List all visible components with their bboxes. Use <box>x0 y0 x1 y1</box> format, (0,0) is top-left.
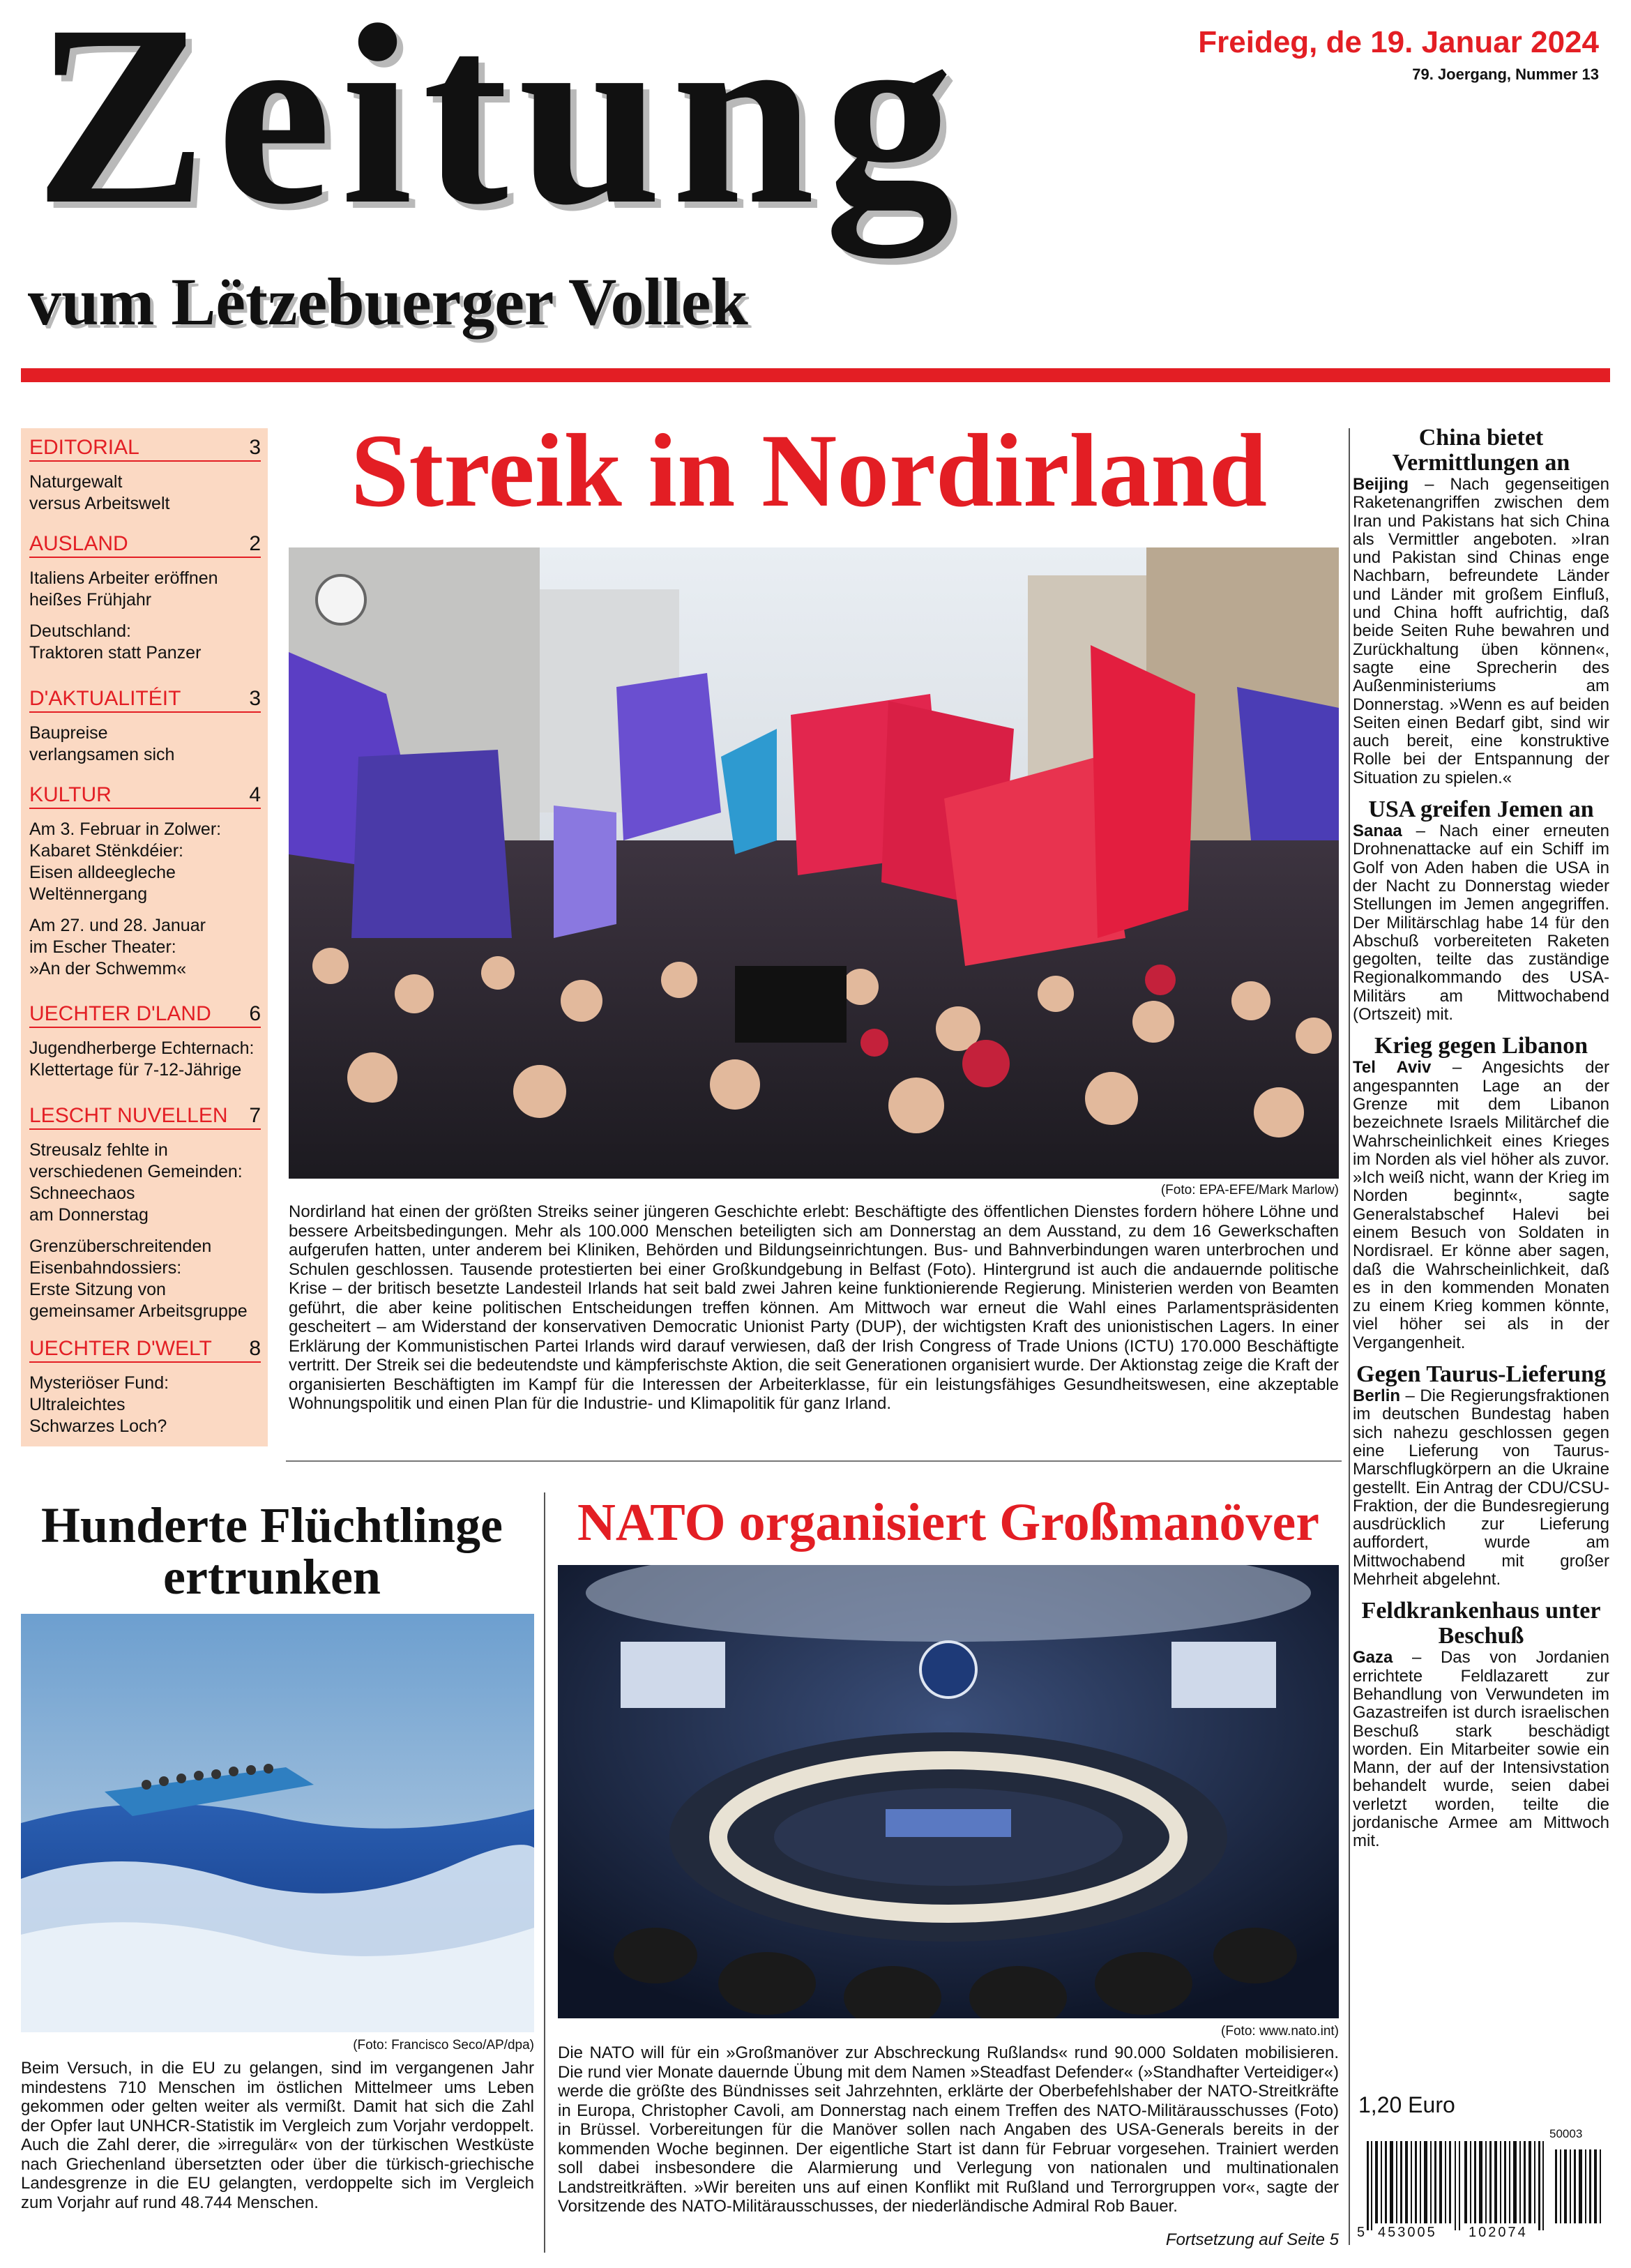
toc-section[interactable] <box>29 783 261 980</box>
news-brief <box>1353 1598 1609 1850</box>
brief-headline[interactable]: Feldkrankenhaus unter Beschuß <box>1361 1598 1601 1649</box>
brief-body: – Das von Jordanien errichtete Feldlazarett zur Behandlung von Verwundeten im Gazastreifen ist durch israelischen Beschuß stark beschädigt worden. Ein Mitarbeiter sowie ein Mann, der auf der Intensivstation behandelt wurde, seien dabei verletzt worden, teilte die jordanische Armee am Mittwoch mit. <box>1353 1648 1609 1851</box>
refugees-article-text: Beim Versuch, in die EU zu gelangen, sind im vergangenen Jahr mindestens 710 Menschen im östlichen Mittelmeer ums Leben gekommen oder gelten weiter als vermißt. Damit hat sich die Zahl der Opfer laut UNHCR-Statistik im Vergleich zum Vorjahr verdoppelt. Auch die Zahl derer, die »irregulär« von der türkischen Westküste nach Griechenland übersetzten oder über die türkisch-griechische Landesgrenze in die EU gelangten, verdoppelte sich im Vergleich zum Vorjahr auf rund 48.744 Menschen. <box>21 2059 534 2212</box>
lead-photo-caption: (Foto: EPA-EFE/Mark Marlow) <box>1160 1183 1339 1197</box>
toc-section-title: EDITORIAL <box>29 436 139 459</box>
refugees-photo-caption: (Foto: Francisco Seco/AP/dpa) <box>353 2038 534 2052</box>
nato-article-text: Die NATO will für ein »Großmanöver zur Abschreckung Rußlands« rund 90.000 Soldaten mobilisieren. Die rund vier Monate dauernde Übung mit dem Namen »Steadfast Defender« (»Standhafter Verteidiger«) werde die größte des Bündnisses seit Jahrzehnten, erklärte der Oberbefehlshaber der NATO-Streitkräfte in Europa, Christopher Cavoli, am Donnerstag nach einem Treffen des NATO-Militärausschusses (Foto) in Brüssel. Vorbereitungen für die Manöver sollen nach Angaben des USA-Generals bereits in der kommenden Woche beginnen. Der eigentliche Start ist dann für Februar vorgesehen. Trainiert werden soll dabei insbesondere die Alarmierung und Verlegung von nationalen und multinationalen Landstreitkräften. »Wir bereiten uns auf einen Konflikt mit Rußland und Terrorgruppen vor«, sagte der Vorsitzende des NATO-Militärausschusses, der niederländische Admiral Rob Bauer. <box>558 2043 1339 2216</box>
nato-headline[interactable]: NATO organisiert Großmanöver <box>577 1493 1319 1552</box>
toc-section-heading <box>29 1336 261 1363</box>
toc-item: Jugendherberge Echternach: Klettertage für 7-12-Jährige <box>29 1038 255 1080</box>
brief-body: – Nach einer erneuten Drohnenattacke auf ein Schiff im Golf von Aden haben die USA in der Nacht zu Donnerstag wieder Stellungen im Jemen angegriffen. Der Militärschlag habe 14 für den Abschuß vorbereiteten Raketen gegolten, teilte das zuständige Regionalkommando des USA-Militärs am Mittwochabend (Ortszeit) mit. <box>1353 822 1609 1025</box>
news-briefs-column <box>1353 425 1609 1851</box>
refugee-boat-photo <box>21 1614 534 2032</box>
newspaper-title: Zeitung <box>35 0 964 258</box>
brief-headline[interactable]: USA greifen Jemen an <box>1368 796 1594 823</box>
nato-meeting-photo <box>558 1565 1339 2018</box>
barcode-digit-1: 5 <box>1357 2225 1365 2240</box>
brief-text <box>1353 1649 1609 1850</box>
price: 1,20 Euro <box>1358 2092 1455 2117</box>
continuation-note[interactable]: Fortsetzung auf Seite 5 <box>1165 2230 1339 2249</box>
toc-item: Grenzüberschreitenden Eisenbahndossiers: Erste Sitzung von gemeinsamer Arbeitsgruppe <box>29 1237 248 1321</box>
toc-section-title: LESCHT NUVELLEN <box>29 1104 228 1127</box>
nato-meeting-illustration <box>558 1565 1339 2018</box>
strike-photo-illustration <box>289 547 1339 1179</box>
toc-section-heading <box>29 1103 261 1130</box>
brief-dateline: Gaza <box>1353 1648 1393 1668</box>
toc-section-heading <box>29 531 261 558</box>
masthead <box>28 0 1304 339</box>
news-brief <box>1353 1034 1609 1352</box>
horizontal-rule <box>286 1460 1342 1462</box>
toc-section[interactable] <box>29 1103 261 1322</box>
brief-body: – Nach gegenseitigen Raketenangriffen zwischen dem Iran und Pakistans hat sich China als Vermittler angeboten. »Iran und Pakistan sind Chinas enge Nachbarn, befreundete Länder und Länder mit großem Einfluß, und China hofft aufrichtig, daß beide Seiten Ruhe bewahren und Zurückhaltung üben können«, sagte eine Sprecherin des Außenministeriums am Donnerstag. »Wenn es auf beiden Seiten einen Bedarf gibt, sind wir auch bereit, eine konstruktive Rolle bei der Entspannung der Situation zu spielen.« <box>1353 475 1609 787</box>
refugee-boat-illustration <box>21 1614 534 2032</box>
toc-item: Italiens Arbeiter eröffnen heißes Frühjahr <box>29 568 218 610</box>
news-brief <box>1353 797 1609 1024</box>
brief-headline[interactable]: Krieg gegen Libanon <box>1374 1033 1588 1059</box>
brief-dateline: Tel Aviv <box>1353 1058 1432 1078</box>
issue-date: Freideg, de 19. Januar 2024 <box>1198 25 1599 59</box>
toc-page-number: 3 <box>249 687 261 710</box>
brief-dateline: Berlin <box>1353 1386 1401 1406</box>
toc-section-title: AUSLAND <box>29 532 128 555</box>
toc-section[interactable] <box>29 1001 261 1081</box>
brief-headline[interactable]: Gegen Taurus-Lieferung <box>1356 1361 1606 1388</box>
toc-item: Am 3. Februar in Zolwer: Kabaret Stënkdéier: Eisen alldeegleche Weltënnergang <box>29 819 222 904</box>
brief-body: – Angesichts der angespannten Lage an der Grenze mit dem Libanon bezeichnete Israels Militärchef die Wahrscheinlichkeit eines Krieges im Norden als viel höher als zuvor. »Ich weiß nicht, wann der Krieg im Norden beginnt«, sagte Generalstabschef Halevi bei einem Besuch von Soldaten in Nordisrael. Er könne aber sagen, daß die Wahrscheinlichkeit, daß es in den kommenden Monaten zu einem Krieg kommen könnte, viel höher sei als in der Vergangenheit. <box>1353 1058 1609 1352</box>
nato-photo-caption: (Foto: www.nato.int) <box>1221 2024 1339 2039</box>
toc-page-number: 4 <box>249 783 261 806</box>
refugees-headline[interactable]: Hunderte Flüchtlinge ertrunken <box>41 1497 503 1605</box>
barcode-addon-number: 50003 <box>1549 2127 1583 2140</box>
brief-text <box>1353 1387 1609 1589</box>
brief-text <box>1353 822 1609 1024</box>
brief-dateline: Sanaa <box>1353 822 1402 841</box>
toc-page-number: 8 <box>249 1337 261 1360</box>
barcode-digits-right: 102074 <box>1469 2225 1528 2240</box>
news-brief <box>1353 1362 1609 1589</box>
column-divider <box>544 1492 545 2253</box>
toc-section-title: D'AKTUALITÉIT <box>29 687 181 710</box>
toc-page-number: 3 <box>249 436 261 459</box>
toc-section-heading <box>29 686 261 713</box>
toc-section-title: KULTUR <box>29 783 112 806</box>
toc-section[interactable] <box>29 435 261 515</box>
brief-text <box>1353 1059 1609 1352</box>
brief-text <box>1353 476 1609 787</box>
toc-page-number: 2 <box>249 532 261 555</box>
masthead-red-rule <box>21 368 1610 382</box>
toc-item: Baupreise verlangsamen sich <box>29 723 175 764</box>
brief-body: – Die Regierungsfraktionen im deutschen Bundestag haben sich nahezu geschlossen gegen eine Lieferung von Taurus-Marschflugkörpern an die Ukraine gestellt. Ein Antrag der CDU/CSU-Fraktion, der die Bundesregierung ausdrücklich zur Lieferung auffordert, wurde am Mittwochabend mit großer Mehrheit abgelehnt. <box>1353 1386 1609 1589</box>
toc-section-title: UECHTER D'LAND <box>29 1002 211 1025</box>
toc-section-heading <box>29 435 261 462</box>
toc-section[interactable] <box>29 686 261 766</box>
brief-headline[interactable]: China bietet Vermittlungen an <box>1392 425 1570 476</box>
toc-item: Naturgewalt versus Arbeitswelt <box>29 472 170 513</box>
toc-section[interactable] <box>29 531 261 664</box>
toc-item: Mysteriöser Fund: Ultraleichtes Schwarzes Loch? <box>29 1373 169 1436</box>
toc-section-heading <box>29 1001 261 1028</box>
strike-photo <box>289 547 1339 1179</box>
toc-page-number: 6 <box>249 1002 261 1025</box>
toc-section[interactable] <box>29 1336 261 1437</box>
table-of-contents <box>21 428 268 1446</box>
brief-dateline: Beijing <box>1353 475 1409 494</box>
lead-headline[interactable]: Streik in Nordirland <box>350 413 1268 529</box>
lead-article-text: Nordirland hat einen der größten Streiks seiner jüngeren Geschichte erlebt: Beschäftigte des öffentlichen Dienstes fordern höhere Löhne und bessere Arbeitsbedingungen. Mehr als 100.000 Menschen beteiligten sich am Donnerstag an dem Ausstand, zu dem 16 Gewerkschaften aufgerufen hatten, unter anderem bei Kliniken, Behörden und Bildungseinrichtungen. Bus- und Bahnverbindungen waren unterbrochen und Schulen geschlossen. Tausende protestierten bei einer Großkundgebung in Belfast (Foto). Hintergrund ist auch die andauernde politische Krise – der britisch besetzte Landesteil Irlands hat seit bald zwei Jahren keine funktionierende Regierung. Ministerien werden von Beamten geführt, die aber keine politischen Entscheidungen treffen können. Am Mittwoch war erneut die Wahl eines Parlamentspräsidenten gescheitert – am Widerstand der konservativen Democratic Unionist Party (DUP), der wichtigsten Kraft des unionistischen Lagers. In einer Erklärung der Kommunistischen Partei Irlands wird darauf verwiesen, daß der Irish Congress of Trade Unions (ICTU) 170.000 Beschäftigte vertritt. Der Streik sei die bedeutendste und kämpferischste Aktion, die seit Generationen organisiert wurde. Der Aktionstag zeige die Kraft der organisierten Beschäftigten im Kampf für die Interessen der Arbeiterklasse, für ein leistungsfähiges Gesundheitswesen, eine akzeptable Wohnungspolitik und einen Plan für die Industrie- und Klimapolitik für ganz Irland. <box>289 1202 1339 1413</box>
toc-section-title: UECHTER D'WELT <box>29 1337 212 1360</box>
toc-item: Am 27. und 28. Januar im Escher Theater: »An der Schwemm« <box>29 916 206 978</box>
toc-section-heading <box>29 783 261 809</box>
toc-page-number: 7 <box>249 1104 261 1127</box>
toc-item: Deutschland: Traktoren statt Panzer <box>29 621 202 663</box>
barcode-digits-left: 453005 <box>1378 2225 1437 2240</box>
issue-number: 79. Joergang, Nummer 13 <box>1412 66 1599 83</box>
news-brief <box>1353 425 1609 787</box>
newspaper-subtitle: vum Lëtzebuerger Vollek <box>28 264 748 339</box>
right-column-divider <box>1349 428 1350 2245</box>
toc-item: Streusalz fehlte in verschiedenen Gemeinden: Schneechaos am Donnerstag <box>29 1140 243 1225</box>
barcode <box>1357 2141 1615 2246</box>
